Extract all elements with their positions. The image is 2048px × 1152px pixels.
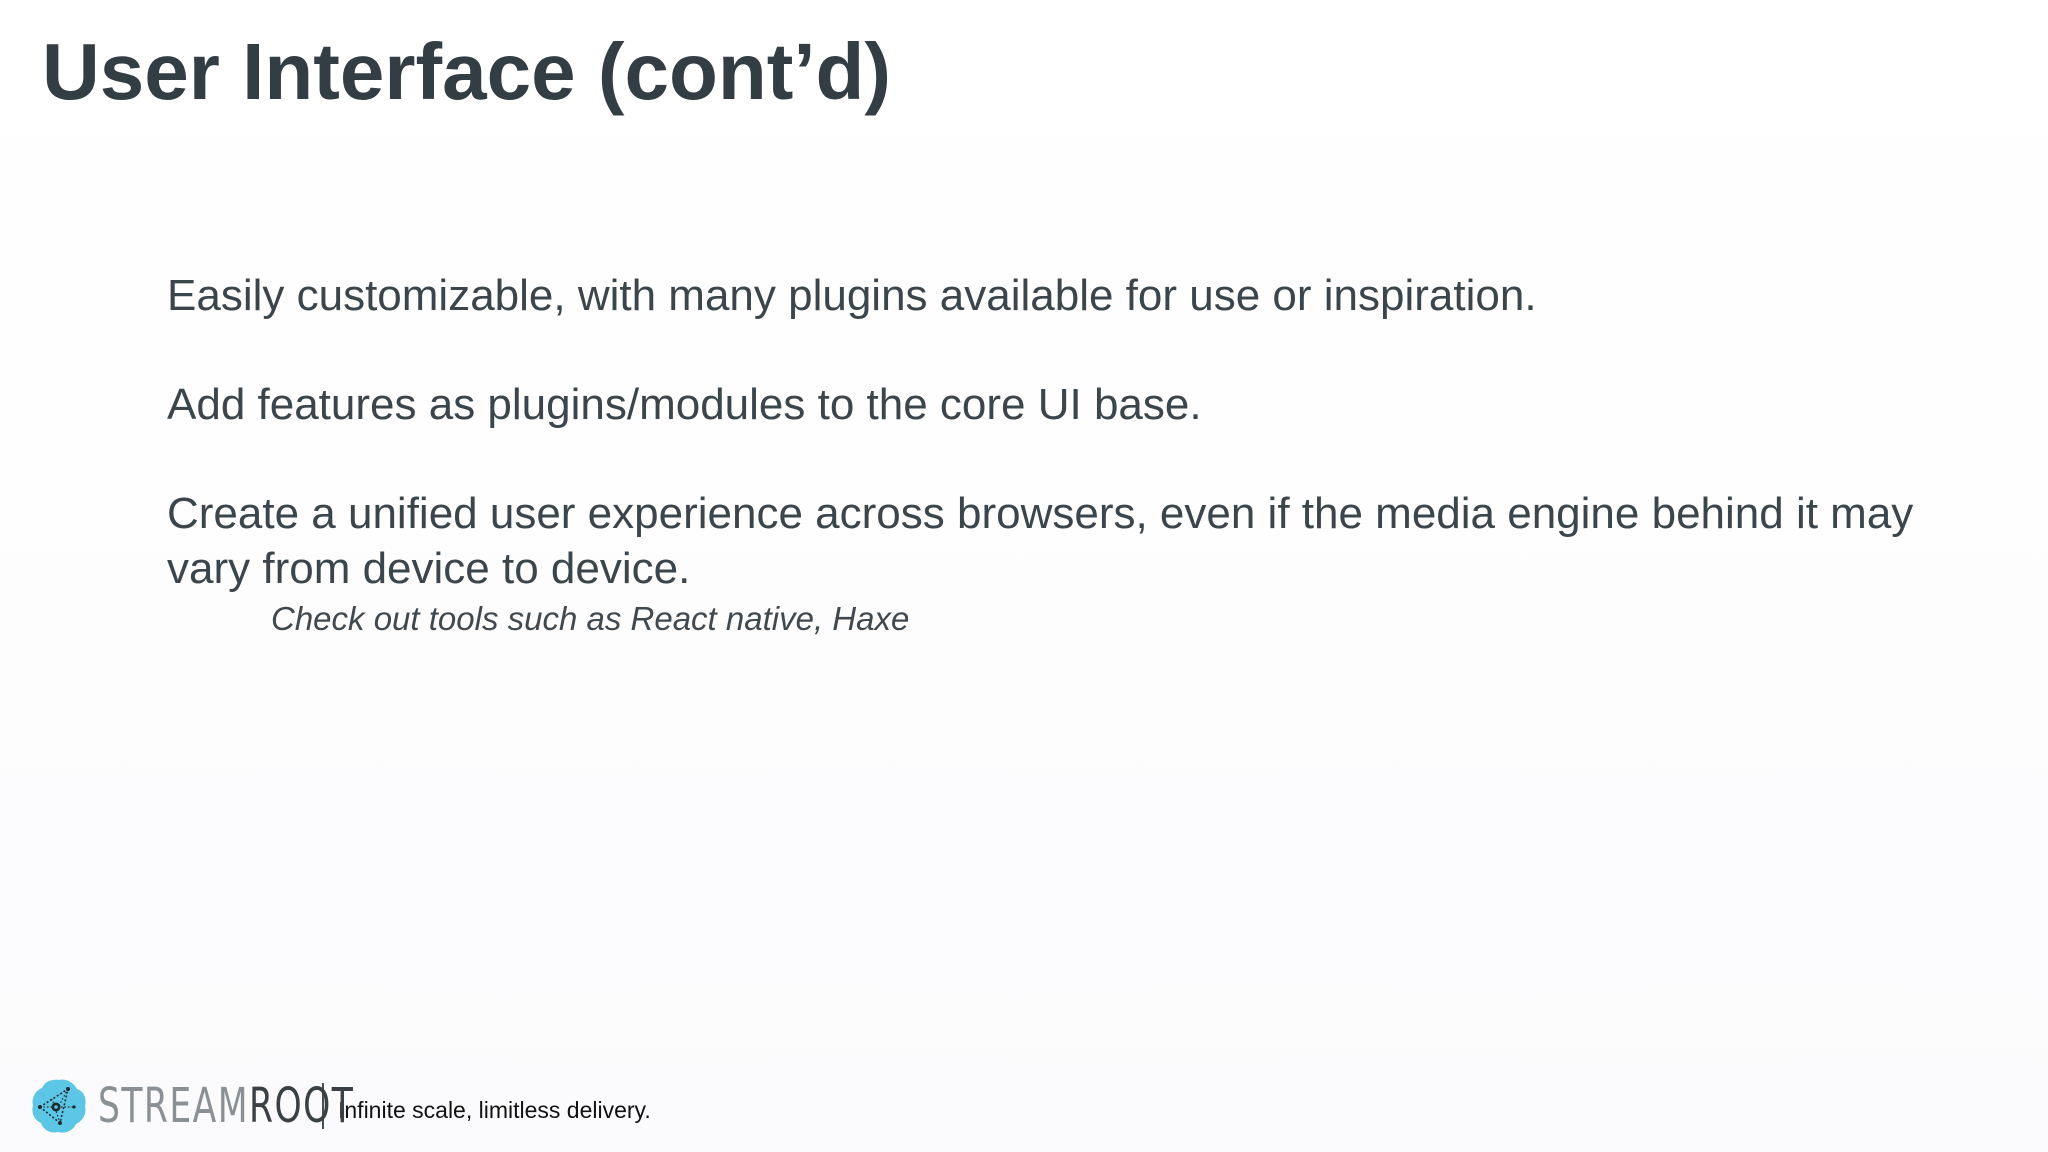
streamroot-wordmark <box>98 1078 355 1134</box>
wordmark-stream: STREAM <box>98 1078 249 1134</box>
wordmark-root: ROOT <box>248 1078 355 1134</box>
paragraph-customizable: Easily customizable, with many plugins available for use or inspiration. <box>167 271 1537 320</box>
footer <box>30 1074 651 1138</box>
paragraph-unified-ux: Create a unified user experience across browsers, even if the media engine behind it may vary from device to device. <box>167 489 1914 593</box>
slide-body <box>167 268 1987 640</box>
streamroot-logo-icon <box>30 1077 88 1135</box>
subnote-tools: Check out tools such as React native, Haxe <box>271 600 910 637</box>
paragraph-plugins: Add features as plugins/modules to the core UI base. <box>167 380 1202 429</box>
slide-title: User Interface (cont’d) <box>42 27 892 116</box>
footer-tagline: Infinite scale, limitless delivery. <box>338 1096 651 1123</box>
